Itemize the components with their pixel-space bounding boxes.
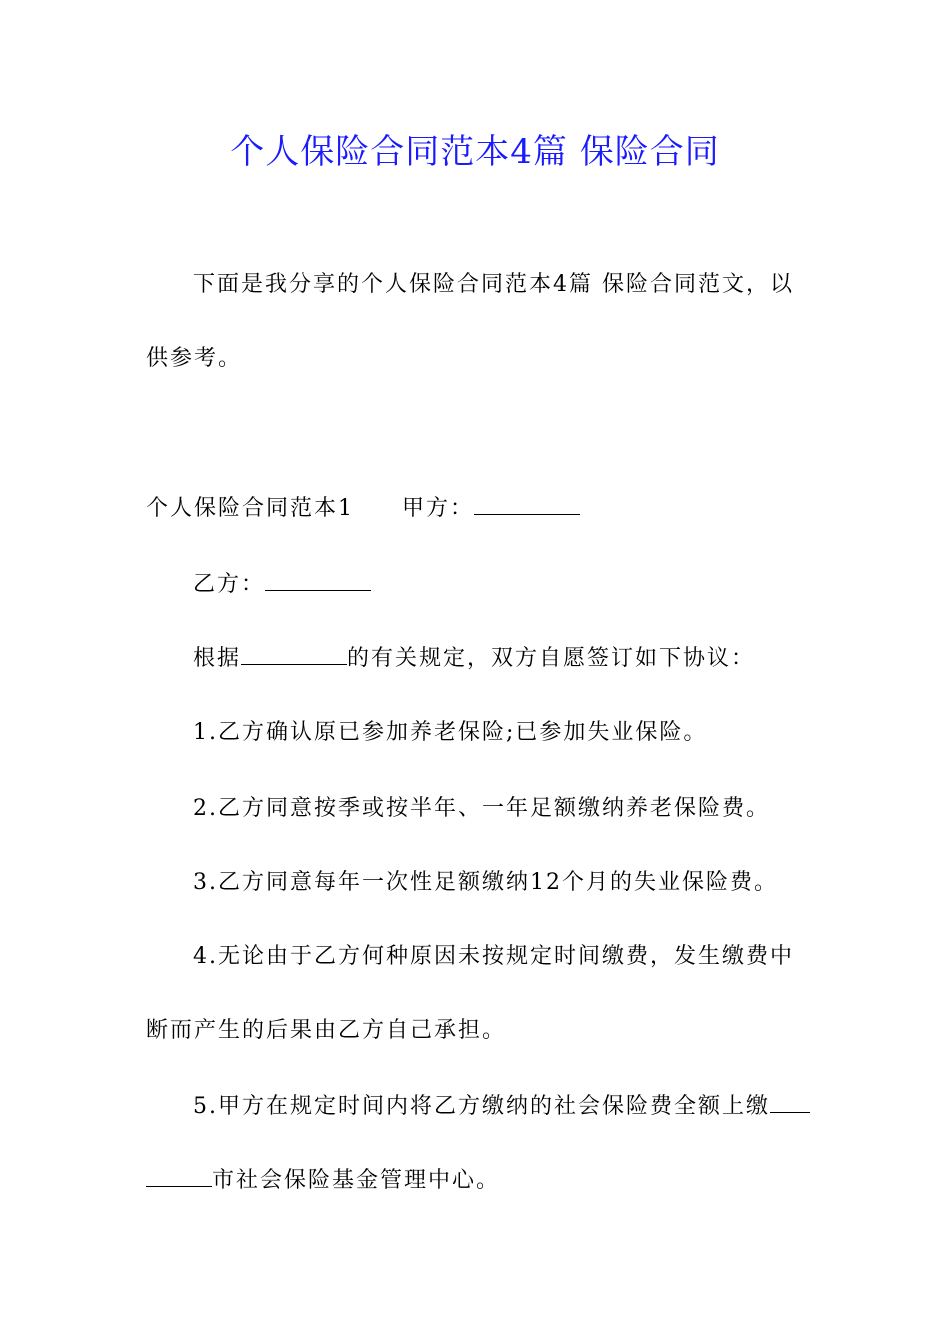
intro-line-2: 供参考。 [146,346,243,371]
clause-3: 3.乙方同意每年一次性足额缴纳12个月的失业保险费。 [193,870,778,895]
clause-5-line-2-text: 市社会保险基金管理中心。 [212,1168,501,1193]
section-heading: 个人保险合同范本1 [146,496,354,521]
basis-blank [241,646,347,665]
clause-2: 2.乙方同意按季或按半年、一年足额缴纳养老保险费。 [193,796,770,821]
intro-line-1: 下面是我分享的个人保险合同范本4篇 保险合同范文，以 [193,272,794,297]
basis-line [193,644,755,674]
clause-5-blank-b [146,1168,212,1187]
party-a-label: 甲方： [402,496,475,521]
clause-1: 1.乙方确认原已参加养老保险;已参加失业保险。 [193,720,708,745]
clause-5-blank-a [770,1094,810,1113]
clause-5-line-1: 5.甲方在规定时间内将乙方缴纳的社会保险费全额上缴 [193,1094,770,1119]
party-b-line [193,570,371,600]
clause-4-line-1: 4.无论由于乙方何种原因未按规定时间缴费，发生缴费中 [193,944,794,969]
basis-prefix: 根据 [193,646,242,671]
clause-4-line-2: 断而产生的后果由乙方自己承担。 [146,1018,507,1043]
basis-suffix: 的有关规定，双方自愿签订如下协议： [347,646,756,671]
party-b-blank [265,572,371,591]
section-heading-line [146,494,580,524]
party-a-blank [474,496,580,515]
clause-5-line-2 [146,1166,500,1196]
party-b-label: 乙方： [193,572,266,597]
document-title: 个人保险合同范本4篇 保险合同 [230,132,720,172]
clause-5-line-1-wrap [193,1092,810,1122]
